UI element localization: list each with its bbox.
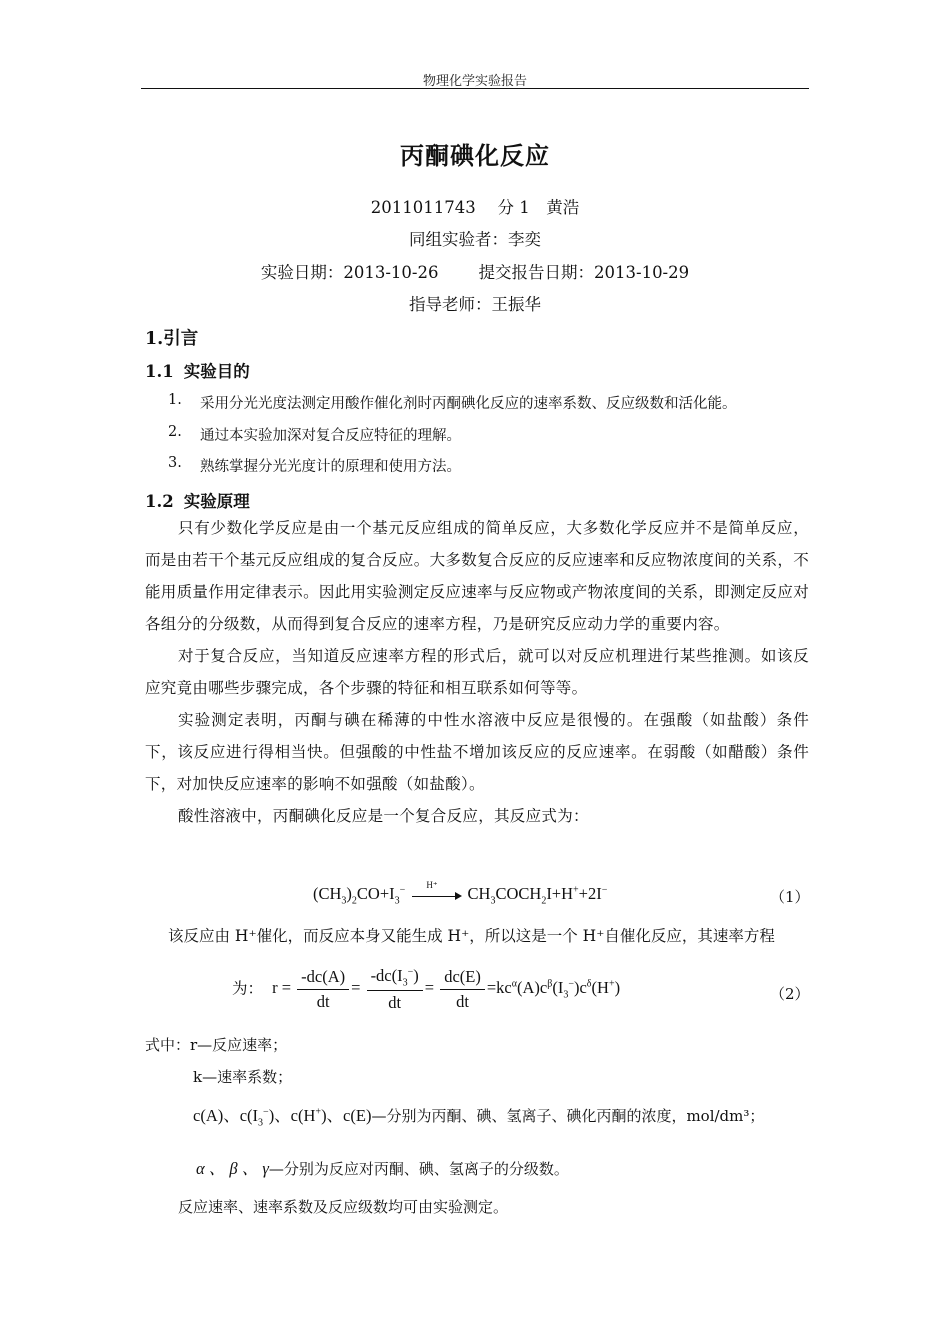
greek-symbols: α 、 β 、 γ — [196, 1159, 269, 1178]
partner-line: 同组实验者：李奕 — [409, 230, 541, 249]
section-number: 1.1 — [145, 362, 174, 381]
list-text: 通过本实验加深对复合反应特征的理解。 — [200, 428, 461, 444]
experiment-date: 实验日期：2013-10-26 — [260, 263, 439, 282]
document-title: 丙酮碘化反应 — [400, 142, 550, 170]
concentration-text: —分别为丙酮、碘、氢离子、碘化丙酮的浓度，mol/dm³； — [371, 1107, 765, 1125]
list-text: 熟练掌握分光光度计的原理和使用方法。 — [200, 459, 461, 475]
orders-definition — [196, 1155, 569, 1179]
catalysis-arrow — [412, 879, 460, 897]
submit-date: 提交报告日期：2013-10-29 — [478, 263, 690, 282]
section-title: 实验目的 — [183, 362, 250, 381]
advisor-line: 指导老师：王振华 — [409, 295, 541, 314]
paragraph: 酸性溶液中，丙酮碘化反应是一个复合反应，其反应式为： — [178, 807, 589, 825]
section-number: 1.2 — [145, 492, 174, 511]
reaction-equation: $(CH_3)_2CO+I_3^-$ H⁺ $CH_3COCH_2I+H^++2I^-$ — [313, 879, 608, 907]
k-definition: k—速率系数； — [193, 1068, 293, 1086]
section-heading-purpose — [145, 358, 250, 382]
list-number: 3. — [168, 455, 182, 471]
paragraph: 对于复合反应，当知道反应速率方程的形式后，就可以对反应机理进行某些推测。如该反应究竟由哪些步骤完成，各个步骤的特征和相互联系如何等等。 — [145, 647, 809, 697]
author-line: 2011011743 分 1 黄浩 — [370, 198, 580, 217]
orders-text: —分别为反应对丙酮、碘、氢离子的分级数。 — [268, 1160, 569, 1178]
rate-equation: 为： r = $\frac{-dc(A)}{dt}$ = $\frac{-dc(I_3^-)}{dt}$ = $\frac{dc(E)}{dt}$ $=kc^\alpha(A)c^\beta(I_3^-)c^\delta(H^+)$ — [232, 966, 621, 1013]
paragraph: 只有少数化学反应是由一个基元反应组成的简单反应，大多数化学反应并不是简单反应，而是由若干个基元反应组成的复合反应。大多数复合反应的反应速率和反应物浓度间的关系，不能用质量作用定律表示。因此用实验测定反应速率与反应物或产物浓度间的关系，即测定反应对各组分的分级数，从而得到复合反应的速率方程，乃是研究反应动力学的重要内容。 — [145, 519, 809, 633]
list-number: 1. — [168, 392, 182, 408]
equation-prefix: 为： — [232, 979, 264, 998]
where-line: 式中：r—反应速率； — [145, 1036, 288, 1054]
equation-number: （1） — [770, 888, 810, 906]
catalyst-label: H⁺ — [426, 879, 438, 890]
dates-line — [0, 259, 950, 283]
list-text: 采用分光光度法测定用酸作催化剂时丙酮碘化反应的速率系数、反应级数和活化能。 — [200, 396, 737, 412]
section-title: 实验原理 — [183, 492, 250, 511]
header-divider — [141, 88, 809, 89]
page-header: 物理化学实验报告 — [422, 74, 527, 89]
paragraph: 实验测定表明，丙酮与碘在稀薄的中性水溶液中反应是很慢的。在强酸（如盐酸）条件下，该反应进行得相当快。但强酸的中性盐不增加该反应的反应速率。在弱酸（如醋酸）条件下，对加快反应速率的影响不如强酸（如盐酸）。 — [145, 711, 809, 793]
final-sentence: 反应速率、速率系数及反应级数均可由实验测定。 — [178, 1198, 509, 1216]
list-number: 2. — [168, 424, 182, 440]
section-heading-principle — [145, 488, 250, 512]
paragraph: 该反应由 H⁺催化，而反应本身又能生成 H⁺，所以这是一个 H⁺自催化反应，其速率方程 — [168, 927, 775, 945]
section-heading-intro: 1.引言 — [145, 329, 199, 349]
equation-number: （2） — [770, 985, 810, 1003]
concentration-definition: c(A)、$c(I_3^-)$、c(H+)、c(E)—分别为丙酮、碘、氢离子、碘化丙酮的浓度，mol/dm³； — [193, 1106, 765, 1129]
paragraph-block — [145, 512, 809, 832]
